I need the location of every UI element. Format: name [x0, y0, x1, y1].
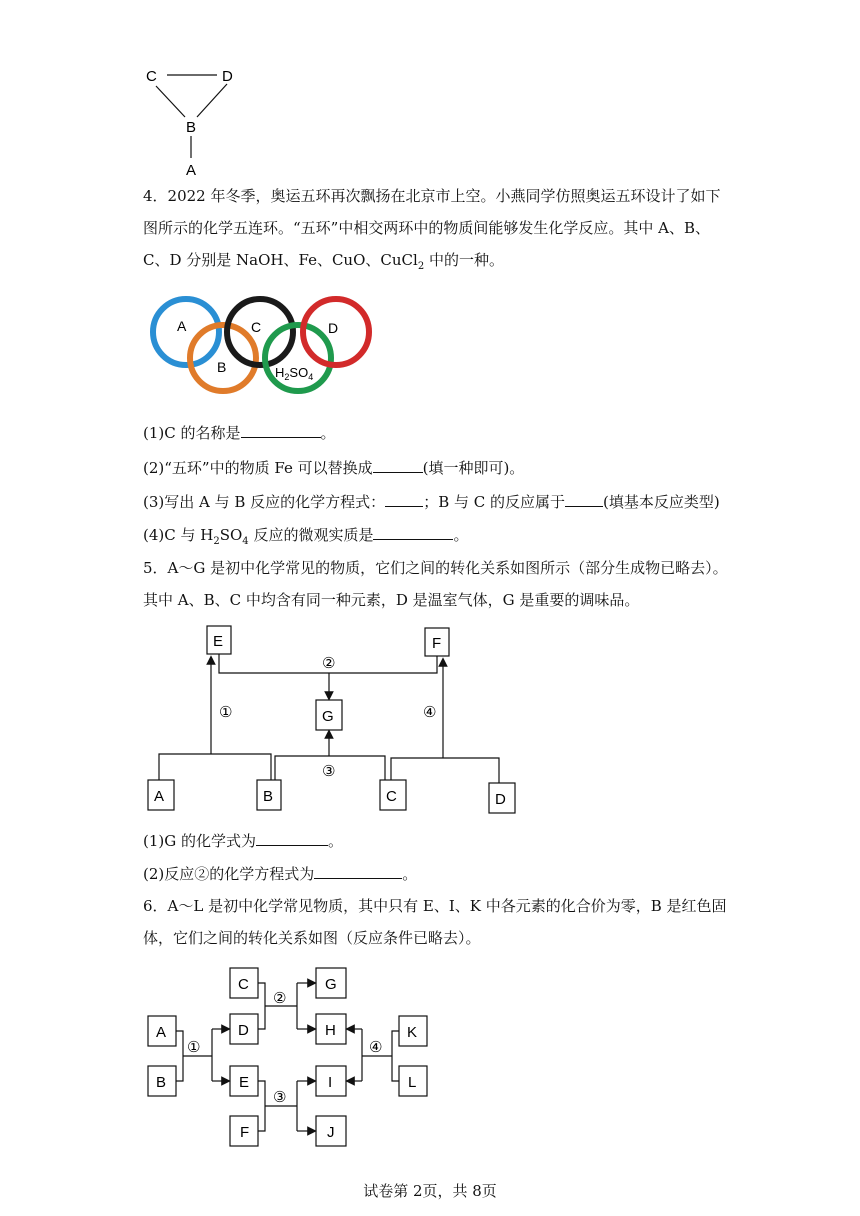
q5-box-a: A — [154, 788, 165, 805]
q5-reaction-3: ③ — [322, 763, 336, 780]
ring-h2so4-green — [265, 325, 331, 391]
q5-sub-2: (2)反应②的化学方程式为 。 — [143, 865, 418, 883]
q5-reaction-1: ① — [219, 704, 233, 721]
q3-label-c: C — [146, 68, 157, 85]
ring-label-b: B — [217, 359, 227, 375]
q6-reaction-3: ③ — [273, 1089, 287, 1106]
q6-box-c: C — [238, 976, 249, 993]
q6-reaction-2: ② — [273, 990, 287, 1007]
q6-box-k: K — [407, 1024, 418, 1041]
q4-sub-2: (2)“五环”中的物质 Fe 可以替换成 (填一种即可)。 — [143, 459, 525, 477]
answer-blank[interactable] — [314, 864, 402, 879]
ring-label-h2so4: $H_2SO_4$ — [275, 365, 314, 382]
q6-box-l: L — [408, 1074, 417, 1091]
q3-label-b: B — [186, 119, 197, 136]
q5-box-c: C — [386, 788, 397, 805]
q6-conversion-diagram — [145, 962, 435, 1152]
q4-sub-3: (3)写出 A 与 B 反应的化学方程式： ；B 与 C 的反应属于 (填基本反应类型) — [143, 493, 720, 511]
ring-label-a: A — [177, 318, 187, 334]
q6-line-1: 6．A～L 是初中化学常见物质，其中只有 E、I、K 中各元素的化合价为零，B 是红色固 — [143, 897, 727, 915]
q4-line-1: 4．2022 年冬季，奥运五环再次飘扬在北京市上空。小燕同学仿照奥运五环设计了如下 — [143, 187, 721, 205]
q4-stem — [143, 180, 723, 283]
q6-line-2: 体，它们之间的转化关系如图（反应条件已略去）。 — [143, 929, 481, 947]
q4-sub-4: (4)C 与 $H_2SO_4$ 反应的微观实质是 。 — [143, 526, 469, 547]
q6-box-a: A — [156, 1024, 167, 1041]
q5-box-g: G — [322, 708, 334, 725]
q5-line-1: 5．A～G 是初中化学常见的物质，它们之间的转化关系如图所示（部分生成物已略去）。 — [143, 559, 728, 577]
q6-box-j: J — [327, 1124, 335, 1141]
q6-stem — [143, 890, 727, 954]
q4-line-3: C、D 分别是 NaOH、Fe、CuO、CuCl$_2$ 中的一种。 — [143, 251, 504, 272]
q5-reaction-2: ② — [322, 655, 336, 672]
answer-blank[interactable] — [385, 492, 423, 507]
q6-box-i: I — [328, 1074, 333, 1091]
q3-label-a: A — [186, 162, 197, 179]
q5-box-e: E — [213, 633, 224, 650]
q4-sub-1: (1)C 的名称是 。 — [143, 424, 336, 442]
q6-box-d: D — [238, 1022, 249, 1039]
answer-blank[interactable] — [373, 525, 453, 540]
ring-label-d: D — [328, 320, 339, 336]
q6-box-h: H — [325, 1022, 336, 1039]
q6-box-e: E — [239, 1074, 250, 1091]
ring-b-orange — [190, 325, 256, 391]
answer-blank[interactable] — [373, 458, 423, 473]
q3-label-d: D — [222, 68, 233, 85]
q3-triangle-diagram — [140, 62, 250, 180]
q5-stem — [143, 552, 728, 616]
answer-blank[interactable] — [241, 423, 321, 438]
answer-blank[interactable] — [565, 492, 603, 507]
q5-reaction-4: ④ — [423, 704, 437, 721]
ring-label-c: C — [251, 319, 262, 335]
q6-reaction-1: ① — [187, 1039, 201, 1056]
q6-box-f: F — [240, 1124, 250, 1141]
q4-line-2: 图所示的化学五连环。“五环”中相交两环中的物质间能够发生化学反应。其中 A、B、 — [143, 219, 710, 237]
q5-box-f: F — [432, 635, 442, 652]
q5-sub-1: (1)G 的化学式为 。 — [143, 832, 344, 850]
q4-five-rings-diagram — [145, 292, 380, 397]
q5-line-2: 其中 A、B、C 中均含有同一种元素，D 是温室气体，G 是重要的调味品。 — [143, 591, 640, 609]
answer-blank[interactable] — [256, 831, 328, 846]
q6-box-b: B — [156, 1074, 167, 1091]
q6-box-g: G — [325, 976, 337, 993]
page-footer: 试卷第 2页，共 8页 — [363, 1182, 497, 1200]
q5-box-b: B — [263, 788, 274, 805]
q5-box-d: D — [495, 791, 506, 808]
q5-conversion-diagram — [145, 620, 530, 820]
q6-reaction-4: ④ — [369, 1039, 383, 1056]
